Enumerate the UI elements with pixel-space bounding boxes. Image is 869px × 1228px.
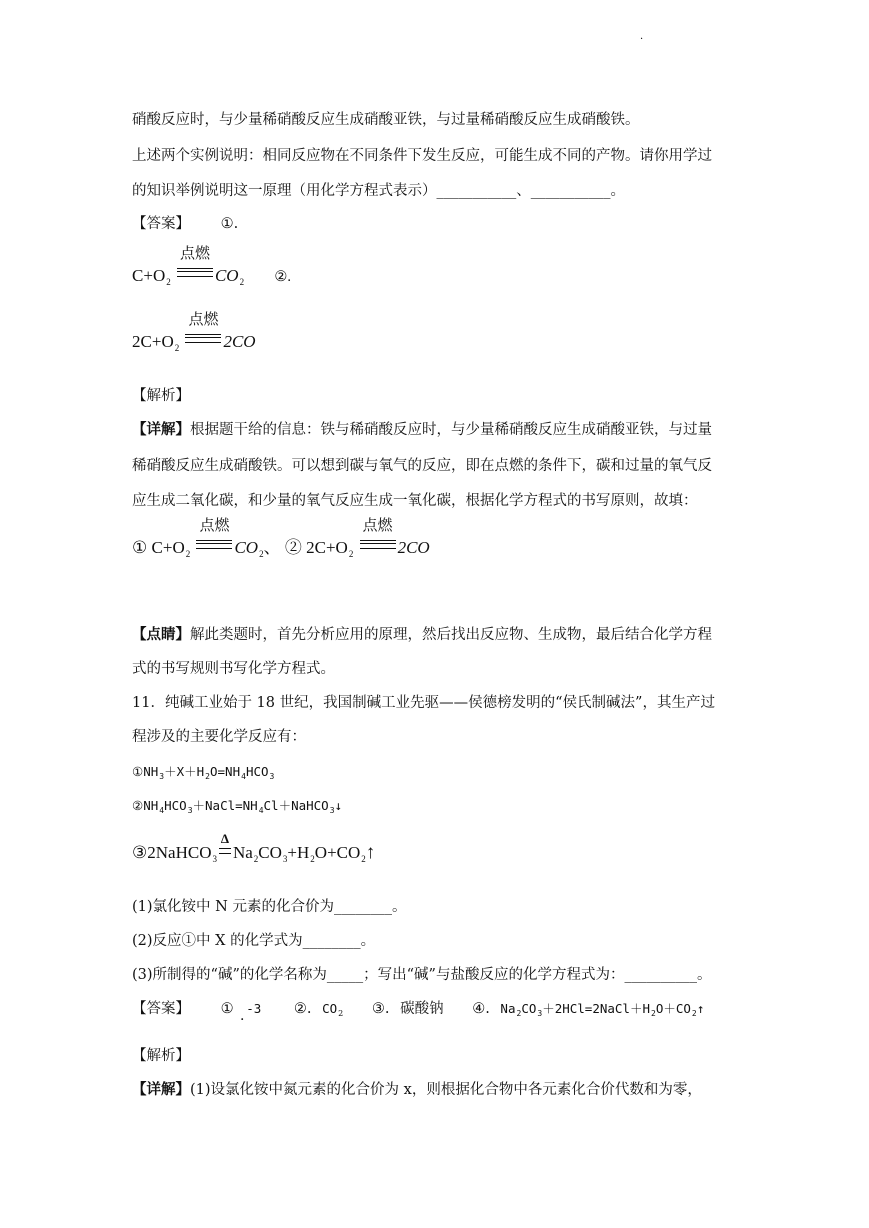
fill-eq1-plus: +	[162, 538, 173, 557]
fill-eq2-plus: +	[325, 538, 336, 557]
r3-c-sub: 3	[282, 854, 288, 864]
answer-2-item-2-sub: 2	[338, 1009, 344, 1018]
answer-2-item-1: -3	[246, 1001, 262, 1016]
eq2-plus: +	[151, 332, 162, 351]
eq1-product: CO	[214, 266, 239, 285]
fill-eq1-r2: O	[172, 538, 185, 557]
r1-a: NH	[143, 764, 159, 779]
q11-sub-1: (1)氯化铵中 N 元素的化合价为________。	[132, 899, 407, 915]
answer-2-item-3-marker: ③.	[371, 1001, 390, 1017]
answer-2-item-1-marker: ①	[220, 1001, 234, 1017]
r3-d-sub: 2	[310, 854, 315, 864]
analysis-label-2: 【解析】	[132, 1048, 190, 1064]
r1-marker: ①	[132, 764, 144, 779]
eq2-condition: 点燃	[188, 312, 219, 328]
eq1-condition: 点燃	[179, 246, 210, 262]
r2-c-sub: 4	[258, 806, 264, 815]
analysis-label-1: 【解析】	[132, 388, 190, 404]
a4-up-arrow: ↑	[696, 1001, 705, 1016]
a4-c: ＋2HCl=2NaCl＋H	[542, 1001, 650, 1016]
q11-intro-line-1: 11．纯碱工业始于 18 世纪，我国制碱工业先驱——侯德榜发明的“侯氏制碱法”，其生产过	[132, 695, 715, 711]
fill-eq1-product: CO	[234, 538, 259, 557]
fill-eq1-r1: C	[151, 538, 163, 557]
tip-label: 【点睛】	[132, 626, 190, 643]
detail-2-text-1: (1)设氯化铵中氮元素的化合价为 x，则根据化合物中各元素化合价代数和为零，	[190, 1082, 702, 1098]
fill-eq1-arrow	[196, 518, 232, 558]
q11-reaction-3	[132, 831, 376, 865]
r3-a: 2NaHCO	[147, 843, 212, 862]
answer-equation-2	[132, 312, 256, 354]
r2-a-sub: 4	[159, 806, 165, 815]
fill-eq1-r2-sub: 2	[185, 549, 191, 559]
r3-e: O+CO	[314, 843, 361, 862]
answer-2-item-3: 碳酸钠	[400, 1001, 444, 1017]
eq1-reactant-2: O	[152, 266, 166, 285]
fill-eq2-arrow	[360, 518, 396, 558]
q11-reaction-1	[132, 762, 274, 784]
answer-2-line	[132, 999, 704, 1021]
r3-e-sub: 2	[361, 854, 366, 864]
eq1-reactant-1: C	[132, 266, 144, 285]
text-line-3: 的知识举例说明这一原理（用化学方程式表示）___________、___________。	[132, 183, 625, 199]
fill-eq2-cond: 点燃	[362, 518, 393, 534]
a4-d-sub: 2	[691, 1009, 697, 1018]
header-mark: ·	[640, 34, 644, 45]
answer-equation-1	[132, 246, 291, 288]
tip-text-1: 解此类题时，首先分析应用的原理，然后找出反应物、生成物，最后结合化学方程	[190, 627, 712, 643]
a4-b-sub: 3	[537, 1009, 543, 1018]
r2-marker: ②	[132, 798, 144, 813]
eq2-reactant-2: O	[161, 332, 174, 351]
r2-down-arrow: ↓	[334, 798, 343, 813]
a4-b: CO	[521, 1001, 537, 1016]
r1-a-sub: 3	[159, 772, 165, 781]
r1-d-sub: 3	[269, 772, 275, 781]
r2-b-sub: 3	[187, 806, 193, 815]
a4-a: Na	[500, 1001, 516, 1016]
r2-d-sub: 3	[329, 806, 335, 815]
r1-b-sub: 2	[205, 772, 210, 781]
fill-marker-2: ②	[284, 538, 302, 557]
r3-d: +H	[287, 843, 310, 862]
r1-c-sub: 4	[241, 772, 246, 781]
fill-eq1-product-sub: 2	[259, 549, 264, 559]
fill-eq2-r2: O	[335, 538, 348, 557]
r2-c: ＋NaCl=NH	[192, 798, 258, 813]
q11-sub-2: (2)反应①中 X 的化学式为________。	[132, 933, 376, 949]
r1-c: O=NH	[210, 764, 241, 779]
eq2-product: 2CO	[223, 332, 256, 351]
r3-a-sub: 3	[212, 854, 217, 864]
fill-marker-1: ①	[132, 538, 148, 557]
eq2-condition-arrow	[185, 312, 221, 352]
r3-b-sub: 2	[253, 854, 259, 864]
eq2-reactant-2-sub: 2	[174, 343, 180, 353]
r3-heat-arrow	[219, 831, 231, 863]
a4-a-sub: 2	[516, 1009, 522, 1018]
answer-2-item-2-marker: ②.	[293, 1001, 312, 1017]
answer-label-text: 【答案】	[132, 216, 190, 232]
a4-c-sub: 2	[651, 1009, 656, 1018]
analysis-detail-line-1	[132, 420, 712, 440]
r3-marker: ③	[132, 843, 148, 862]
r3-b: Na	[232, 843, 253, 862]
r2-d: Cl＋NaHCO	[263, 798, 329, 813]
fill-eq2-r1: 2C	[306, 538, 326, 557]
a4-d: O＋CO	[655, 1001, 691, 1016]
r3-heat-condition: Δ	[220, 831, 230, 846]
answer-item-2-marker: ②.	[274, 269, 291, 285]
eq1-plus: +	[143, 266, 153, 285]
r2-b: HCO	[164, 798, 187, 813]
analysis-2-detail-line-1	[132, 1080, 702, 1100]
analysis-detail-line-3: 应生成二氧化碳，和少量的氧气反应生成一氧化碳，根据化学方程式的书写原则，故填：	[132, 493, 698, 509]
detail-label-2: 【详解】	[132, 1081, 190, 1098]
r3-c: CO	[258, 843, 282, 862]
detail-label-1: 【详解】	[132, 421, 190, 438]
r3-up-arrow: ↑	[365, 842, 376, 863]
answer-2-dot-mark: ·	[240, 1012, 245, 1028]
eq1-reactant-2-sub: 2	[166, 277, 171, 287]
fill-eq2-r2-sub: 2	[348, 549, 354, 559]
r1-d: HCO	[245, 764, 269, 779]
analysis-detail-line-2: 稀硝酸反应生成硝酸铁。可以想到碳与氧气的反应，即在点燃的条件下，碳和过量的氧气反	[132, 458, 712, 474]
q11-sub-3: (3)所制得的“碱”的化学名称为_____；写出“碱”与盐酸反应的化学方程式为：__________。	[132, 967, 712, 983]
answer-2-item-4	[500, 1001, 704, 1016]
q11-intro-line-2: 程涉及的主要化学反应有：	[132, 729, 306, 745]
fill-eq2-product: 2CO	[397, 538, 430, 557]
answer-label	[132, 214, 238, 234]
answer-2-item-4-marker: ④.	[472, 1001, 490, 1017]
text-line-2: 上述两个实例说明：相同反应物在不同条件下发生反应，可能生成不同的产物。请你用学过	[132, 148, 712, 164]
r1-b: ＋X＋H	[164, 764, 205, 779]
tip-line-2: 式的书写规则书写化学方程式。	[132, 661, 335, 677]
answer-item-1-marker: ①.	[220, 216, 239, 232]
detail-text-1: 根据题干给的信息：铁与稀硝酸反应时，与少量稀硝酸反应生成硝酸亚铁，与过量	[190, 422, 712, 438]
analysis-fill-equations	[132, 518, 430, 560]
eq2-reactant-1: 2C	[132, 332, 152, 351]
fill-separator: 、	[263, 538, 281, 557]
q11-reaction-2	[132, 796, 342, 818]
fill-eq1-cond: 点燃	[199, 518, 230, 534]
eq1-condition-arrow	[177, 246, 213, 286]
answer-2-label: 【答案】	[132, 1001, 190, 1017]
r2-a: NH	[143, 798, 159, 813]
eq1-product-sub: 2	[239, 277, 245, 287]
answer-2-item-2: CO	[322, 1001, 338, 1016]
tip-line-1	[132, 625, 712, 645]
text-line-1: 硝酸反应时，与少量稀硝酸反应生成硝酸亚铁，与过量稀硝酸反应生成硝酸铁。	[132, 112, 640, 128]
